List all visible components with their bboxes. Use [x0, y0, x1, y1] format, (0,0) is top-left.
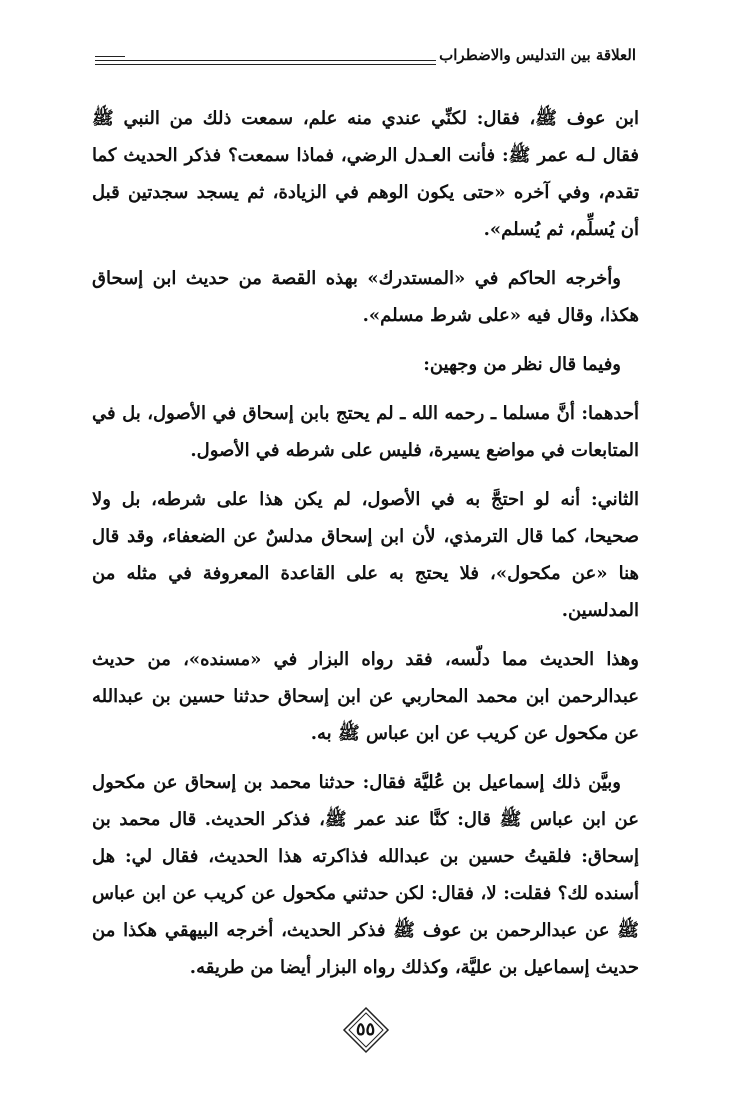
running-header-title: العلاقة بين التدليس والاضطراب [439, 46, 636, 64]
page-body [92, 100, 639, 986]
running-header [95, 44, 636, 74]
page-number-ornament [342, 1006, 390, 1054]
paragraph: الثاني: أنه لو احتجَّ به في الأصول، لم يكن هذا على شرطه، بل ولا صحيحا، كما قال الترمذي، لأن ابن إسحاق مدلسٌ عن الضعفاء، وقد قال هنا «عن مكحول»، فلا يحتج به على القاعدة المعروفة في مثله من المدلسين. [92, 489, 639, 621]
header-ornament [95, 56, 125, 57]
header-rule [95, 60, 436, 61]
paragraph: وهذا الحديث مما دلّسه، فقد رواه البزار في «مسنده»، من حديث عبدالرحمن ابن محمد المحاربي عن ابن إسحاق حدثنا حسين بن عبدالله عن مكحول عن كريب عن ابن عباس ﷺ به. [92, 649, 639, 744]
paragraph: أحدهما: أنَّ مسلما ـ رحمه الله ـ لم يحتج بابن إسحاق في الأصول، بل في المتابعات في مواضع يسيرة، فليس على شرطه في الأصول. [92, 403, 639, 461]
paragraph: وفيما قال نظر من وجهين: [423, 354, 621, 375]
paragraph: ابن عوف ﷺ، فقال: لكنِّي عندي منه علم، سمعت ذلك من النبي ﷺ فقال لـه عمر ﷺ: فأنت العـدل الرضي، فماذا سمعت؟ فذكر الحديث كما تقدم، وفي آخره «حتى يكون الوهم في الزيادة، ثم يسجد سجدتين قبل أن يُسلِّم، ثم يُسلم». [92, 108, 639, 240]
header-rule [95, 64, 436, 65]
paragraph: وأخرجه الحاكم في «المستدرك» بهذه القصة من حديث ابن إسحاق هكذا، وقال فيه «على شرط مسلم». [92, 268, 639, 326]
paragraph: وبيَّن ذلك إسماعيل بن عُليَّة فقال: حدثنا محمد بن إسحاق عن مكحول عن ابن عباس ﷺ قال: كنَّا عند عمر ﷺ، فذكر الحديث. قال محمد بن إسحاق: فلقيتُ حسين بن عبدالله فذاكرته هذا الحديث، فقال لي: هل أسنده لك؟ فقلت: لا، فقال: لكن حدثني مكحول عن كريب عن ابن عباس ﷺ عن عبدالرحمن بن عوف ﷺ فذكر الحديث، أخرجه البيهقي هكذا من حديث إسماعيل بن عليَّة، وكذلك رواه البزار أيضا من طريقه. [92, 772, 639, 978]
page-number: ٥٥ [355, 1019, 376, 1040]
